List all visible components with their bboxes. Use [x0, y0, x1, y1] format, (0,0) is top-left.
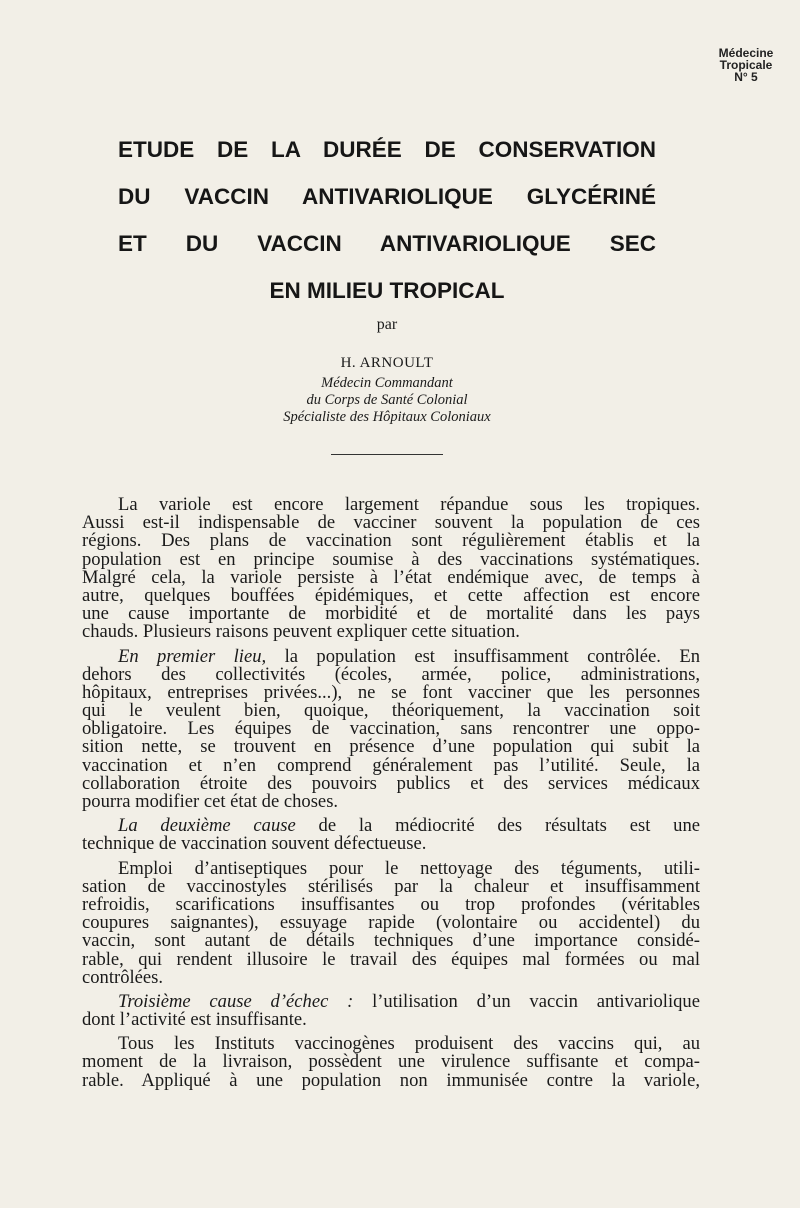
body-line: Tous les Instituts vaccinogènes produisent des vaccins qui, au [118, 1033, 700, 1055]
body-line: vaccin, sont autant de détails techniques d’une importance considé- [82, 930, 700, 952]
body-line: une cause importante de morbidité et de mortalité dans les pays [82, 603, 700, 625]
body-line: contrôlées. [82, 966, 164, 988]
body-line: moment de la livraison, possèdent une virulence suffisante et compa- [82, 1051, 700, 1073]
title-line-2: DU VACCIN ANTIVARIOLIQUE GLYCÉRINÉ [118, 184, 656, 209]
author-name: H. ARNOULT [340, 355, 434, 371]
article-body [82, 496, 700, 1090]
body-line: vaccination et n’en comprend généralement pas l’utilité. Seule, la [82, 754, 700, 776]
body-line: Aussi est-il indispensable de vacciner souvent la population de ces [82, 512, 700, 534]
body-line: sation de vaccinostyles stérilisés par la chaleur et insuffisamment [82, 875, 700, 897]
journal-name-line2: Tropicale [719, 58, 773, 72]
body-line: La deuxième cause de la médiocrité des résultats est une [118, 815, 700, 837]
body-line: technique de vaccination souvent défectueuse. [82, 833, 427, 855]
body-line: régions. Des plans de vaccination sont régulièrement établis et la [82, 530, 700, 552]
title-line-3: ET DU VACCIN ANTIVARIOLIQUE SEC [118, 231, 656, 256]
article-title [118, 132, 656, 320]
italic-lead: La deuxième cause [118, 815, 296, 837]
journal-tag [706, 47, 786, 83]
affiliation-line-3: Spécialiste des Hôpitaux Coloniaux [283, 409, 491, 425]
title-line-1: ETUDE DE LA DURÉE DE CONSERVATION [118, 137, 656, 162]
affiliation-line-2: du Corps de Santé Colonial [306, 392, 468, 408]
body-line: obligatoire. Les équipes de vaccination, sans rencontrer une oppo- [82, 718, 700, 740]
body-line: population est en principe soumise à des vaccinations systématiques. [82, 548, 700, 570]
body-line: rable, qui rendent illusoire le travail des équipes mal formées ou mal [82, 948, 700, 970]
body-line: dont l’activité est insuffisante. [82, 1009, 307, 1031]
body-line: qui le veulent bien, quoique, théoriquement, la vaccination soit [82, 700, 700, 722]
body-line: La variole est encore largement répandue sous les tropiques. [118, 494, 700, 515]
body-line: pourra modifier cet état de choses. [82, 791, 339, 812]
body-line: rable. Appliqué à une population non immunisée contre la variole, [82, 1069, 700, 1091]
body-line: autre, quelques bouffées épidémiques, et cette affection est encore [82, 584, 700, 606]
body-line: En premier lieu, la population est insuffisamment contrôlée. En [118, 645, 700, 667]
body-line: Troisième cause d’échec : l’utilisation d’un vaccin antivariolique [118, 990, 700, 1012]
italic-lead: Troisième cause d’échec : [118, 990, 354, 1012]
title-line-4: EN MILIEU TROPICAL [269, 278, 505, 303]
body-line: collaboration étroite des pouvoirs publics et des services médicaux [82, 772, 700, 794]
byline-par: par [376, 316, 398, 333]
body-line: Emploi d’antiseptiques pour le nettoyage des téguments, utili- [118, 857, 700, 879]
title-separator-rule [331, 454, 443, 455]
journal-issue: N° 5 [734, 70, 758, 84]
affiliation-line-1: Médecin Commandant [321, 375, 453, 391]
italic-lead: En premier lieu, [118, 645, 267, 667]
journal-name-line1: Médecine [718, 46, 774, 60]
body-line: refroidis, scarifications insuffisantes ou trop profondes (véritables [82, 893, 700, 915]
author-affiliation [118, 375, 656, 426]
body-line: dehors des collectivités (écoles, armée, police, administrations, [82, 663, 700, 685]
body-line: chauds. Plusieurs raisons peuvent expliquer cette situation. [82, 621, 520, 643]
body-line: hôpitaux, entreprises privées...), ne se font vacciner que les personnes [82, 681, 700, 703]
body-line: sition nette, se trouvent en présence d’une population qui subit la [82, 736, 700, 758]
body-line: Malgré cela, la variole persiste à l’état endémique avec, de temps à [82, 566, 700, 588]
body-line: coupures saignantes), essuyage rapide (volontaire ou accidentel) du [82, 912, 700, 934]
